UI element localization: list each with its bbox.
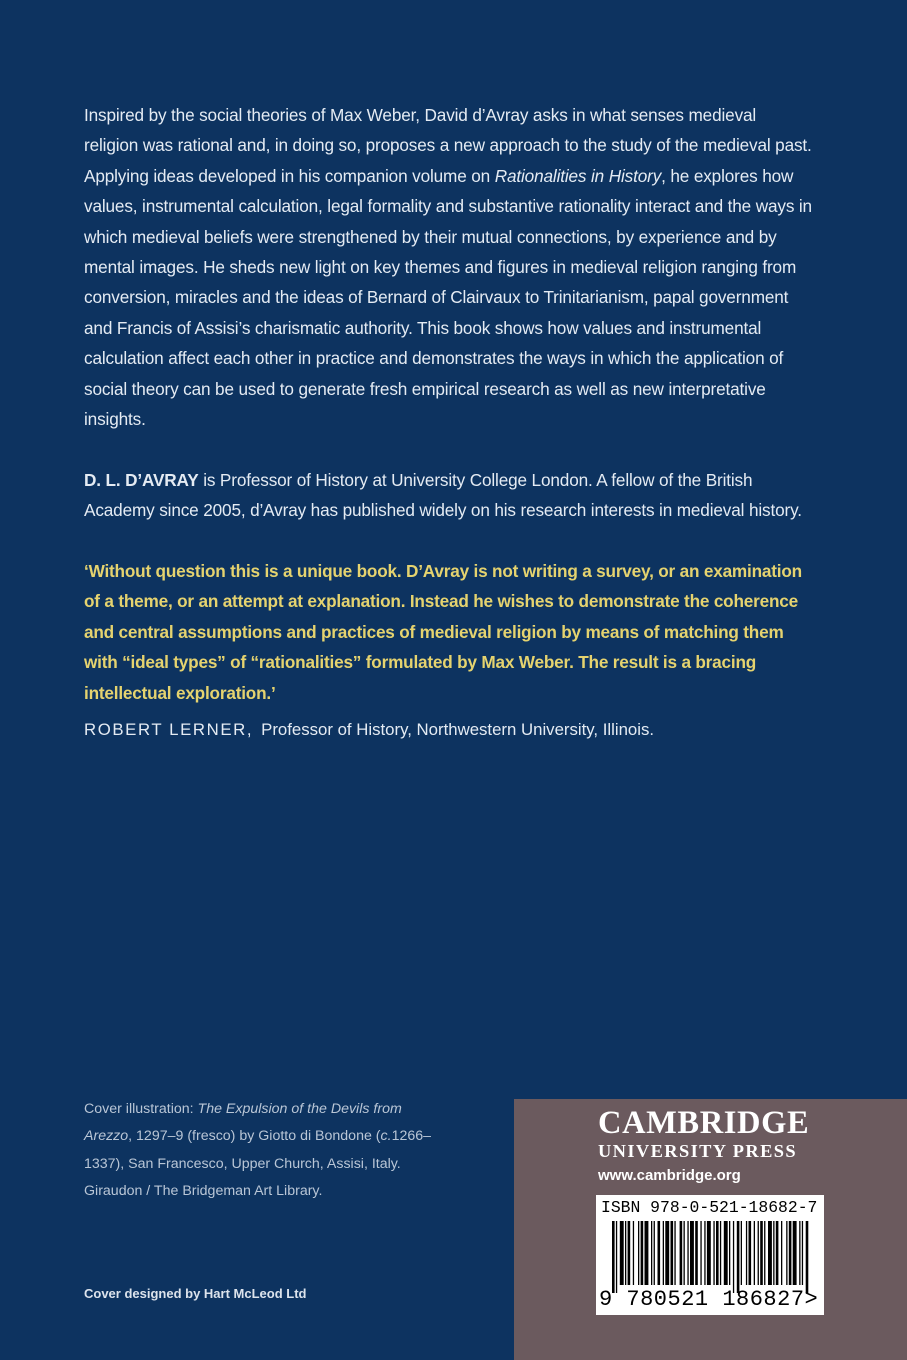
barcode-bar bbox=[628, 1221, 631, 1285]
description-part-2: , he explores how values, instrumental calculation, legal formality and substantive rationality interact and the ways in which medieval beliefs were strengthened by their mutual connections, by experience and by mental images. He sheds new light on key themes and figures in medieval religion ranging from conversion, miracles and the ideas of Bernard of Clairvaux to Trinitarianism, papal government and Francis of Assisi’s charismatic authority. This book shows how values and instrumental calculation affect each other in practice and demonstrates the ways in which the application of social theory can be used to generate fresh empirical research as well as new interpretative insights. bbox=[84, 165, 812, 430]
review-quote: ‘Without question this is a unique book. D’Avray is not writing a survey, or an examination of a theme, or an attempt at explanation. Instead he wishes to demonstrate the coherence and central assumptions and practices of medieval religion by means of matching them with “ideal types” of “rationalities” formulated by Max Weber. The result is a bracing intellectual exploration.’ bbox=[84, 561, 802, 703]
barcode-bar bbox=[724, 1221, 728, 1285]
barcode-bar bbox=[616, 1221, 617, 1293]
barcode-bar bbox=[633, 1221, 634, 1285]
barcode-bar bbox=[764, 1221, 765, 1285]
credit-middle: , 1297–9 (fresco) by Giotto di Bondone ( bbox=[128, 1128, 381, 1145]
barcode-bar bbox=[704, 1221, 705, 1285]
author-bio-text: is Professor of History at University College London. A fellow of the British Academy since 2005, d’Avray has published widely on his research interests in medieval history. bbox=[84, 470, 802, 521]
barcode-bar bbox=[651, 1221, 652, 1285]
credit-prefix: Cover illustration: bbox=[84, 1101, 198, 1117]
barcode-bar bbox=[687, 1221, 688, 1285]
author-bio bbox=[84, 465, 814, 526]
isbn-barcode bbox=[596, 1195, 824, 1315]
barcode-bar bbox=[665, 1221, 669, 1285]
barcode-bar bbox=[758, 1221, 759, 1285]
barcode-bar bbox=[737, 1221, 740, 1293]
barcode-bar bbox=[716, 1221, 719, 1285]
barcode-bar bbox=[713, 1221, 714, 1285]
barcode-bar bbox=[684, 1221, 685, 1285]
circa-mark: c. bbox=[380, 1128, 392, 1145]
publisher-website: www.cambridge.org bbox=[598, 1167, 741, 1184]
cover-illustration-credit bbox=[84, 1096, 444, 1205]
barcode-bar bbox=[786, 1221, 787, 1285]
author-name: D. L. D’AVRAY bbox=[84, 470, 199, 490]
cover-designer-credit: Cover designed by Hart McLeod Ltd bbox=[84, 1286, 307, 1301]
barcode-number: 9 780521 186827 bbox=[599, 1287, 805, 1312]
barcode-bar bbox=[658, 1221, 661, 1285]
barcode-bar bbox=[671, 1221, 674, 1285]
barcode-bar bbox=[754, 1221, 755, 1285]
barcode-bar bbox=[690, 1221, 694, 1285]
barcode-bar bbox=[768, 1221, 772, 1285]
barcode-bar bbox=[638, 1221, 639, 1285]
barcode-bar bbox=[645, 1221, 649, 1285]
barcode-bar bbox=[746, 1221, 747, 1285]
barcode-bar bbox=[741, 1221, 742, 1285]
reviewer-affiliation: Professor of History, Northwestern University, Illinois. bbox=[261, 720, 655, 739]
barcode-bar bbox=[720, 1221, 721, 1285]
publisher-logo-line1: CAMBRIDGE bbox=[598, 1105, 810, 1141]
barcode-digits bbox=[599, 1287, 818, 1312]
barcode-bar bbox=[674, 1221, 675, 1285]
publisher-panel bbox=[514, 1099, 907, 1360]
barcode-bar bbox=[789, 1221, 792, 1285]
barcode-bar bbox=[773, 1221, 774, 1285]
barcode-bar bbox=[612, 1221, 615, 1293]
barcode-bar bbox=[793, 1221, 797, 1285]
review-attribution bbox=[84, 716, 814, 744]
barcode-bar bbox=[806, 1221, 809, 1293]
barcode-bar bbox=[641, 1221, 644, 1285]
barcode-bar bbox=[700, 1221, 701, 1285]
barcode-bar bbox=[733, 1221, 734, 1293]
publisher-logo-line2: UNIVERSITY PRESS bbox=[598, 1141, 798, 1161]
barcode-bar bbox=[799, 1221, 800, 1285]
book-description bbox=[84, 100, 814, 434]
barcode-bar bbox=[620, 1221, 624, 1285]
reviewer-name: ROBERT LERNER, bbox=[84, 720, 254, 739]
artwork-title: The Expulsion of the Devils from Arezzo bbox=[84, 1101, 402, 1145]
description-part-1: Inspired by the social theories of Max Weber, David d’Avray asks in what senses medieval religion was rational and, in doing so, proposes a new approach to the study of the medieval past. Applying ideas developed in his companion volume on bbox=[84, 105, 812, 186]
barcode-bar bbox=[680, 1221, 683, 1285]
barcode-quiet-mark: > bbox=[804, 1287, 819, 1312]
barcode-bar bbox=[625, 1221, 626, 1285]
isbn-label: ISBN 978-0-521-18682-7 bbox=[601, 1198, 818, 1217]
barcode-bar bbox=[695, 1221, 698, 1285]
barcode-bar bbox=[760, 1221, 763, 1285]
barcode-bar bbox=[749, 1221, 752, 1285]
companion-volume-title: Rationalities in History bbox=[494, 165, 662, 186]
barcode-bar bbox=[707, 1221, 711, 1285]
barcode-bar bbox=[781, 1221, 782, 1285]
barcode-bar bbox=[663, 1221, 664, 1285]
barcode-bar bbox=[729, 1221, 730, 1285]
credit-suffix: 1266–1337), San Francesco, Upper Church, Assisi, Italy. Giraudon / The Bridgeman Art Library. bbox=[84, 1128, 432, 1199]
barcode-bar bbox=[776, 1221, 779, 1285]
barcode-bar bbox=[802, 1221, 803, 1285]
barcode-bar bbox=[654, 1221, 655, 1285]
